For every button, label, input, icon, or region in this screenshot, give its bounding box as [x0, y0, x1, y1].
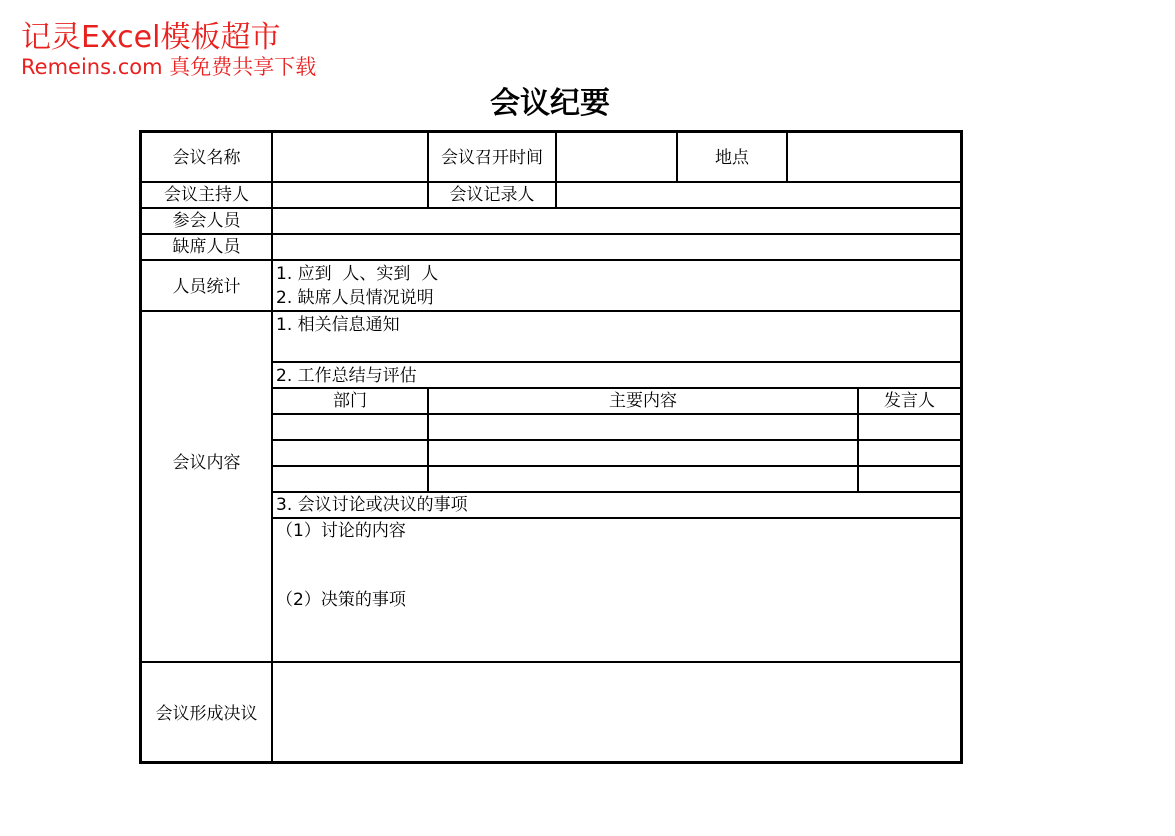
grid-line	[139, 233, 963, 235]
header-department: 部门	[333, 391, 367, 411]
watermark-subtitle: Remeins.com 真免费共享下载	[21, 55, 317, 79]
discussion-content: （1）讨论的内容	[276, 521, 406, 541]
stats-line-1: 1. 应到 人、实到 人	[276, 264, 439, 284]
decision-items: （2）决策的事项	[276, 590, 406, 610]
label-absentees: 缺席人员	[172, 237, 241, 257]
grid-line	[272, 517, 963, 519]
label-host: 会议主持人	[164, 185, 249, 205]
grid-line	[786, 130, 788, 182]
stats-line-2: 2. 缺席人员情况说明	[276, 288, 434, 308]
label-personnel-stats: 人员统计	[172, 277, 241, 297]
section-work-summary: 2. 工作总结与评估	[276, 366, 417, 386]
label-recorder: 会议记录人	[449, 185, 535, 205]
page-title: 会议纪要	[490, 86, 610, 121]
section-discussion-items: 3. 会议讨论或决议的事项	[276, 495, 468, 515]
grid-line	[272, 361, 963, 363]
label-meeting-time: 会议召开时间	[441, 148, 543, 168]
absentees-cell[interactable]	[274, 235, 960, 259]
grid-line	[139, 207, 963, 209]
label-resolution: 会议形成决议	[155, 704, 258, 724]
grid-line	[272, 439, 963, 441]
grid-line	[139, 181, 963, 183]
meeting-name-cell[interactable]	[274, 133, 427, 181]
resolution-cell[interactable]	[274, 663, 960, 761]
grid-line	[272, 491, 963, 493]
label-meeting-name: 会议名称	[172, 148, 241, 168]
grid-line	[139, 310, 963, 312]
grid-line	[272, 465, 963, 467]
label-meeting-content: 会议内容	[172, 453, 241, 473]
location-cell[interactable]	[788, 133, 960, 181]
header-speaker: 发言人	[884, 391, 935, 411]
watermark-title: 记灵Excel模板超市	[21, 20, 281, 55]
recorder-cell[interactable]	[557, 183, 960, 207]
grid-line	[139, 259, 963, 261]
grid-line	[555, 130, 557, 209]
attendees-cell[interactable]	[274, 209, 960, 233]
label-attendees: 参会人员	[172, 211, 241, 231]
host-cell[interactable]	[274, 183, 427, 207]
grid-line	[272, 413, 963, 415]
label-location: 地点	[715, 148, 749, 168]
grid-line	[139, 661, 963, 663]
grid-line	[271, 130, 273, 764]
section-info-notice: 1. 相关信息通知	[276, 315, 400, 335]
header-main-content: 主要内容	[609, 391, 677, 411]
grid-line	[272, 387, 963, 389]
meeting-time-cell[interactable]	[557, 133, 677, 181]
